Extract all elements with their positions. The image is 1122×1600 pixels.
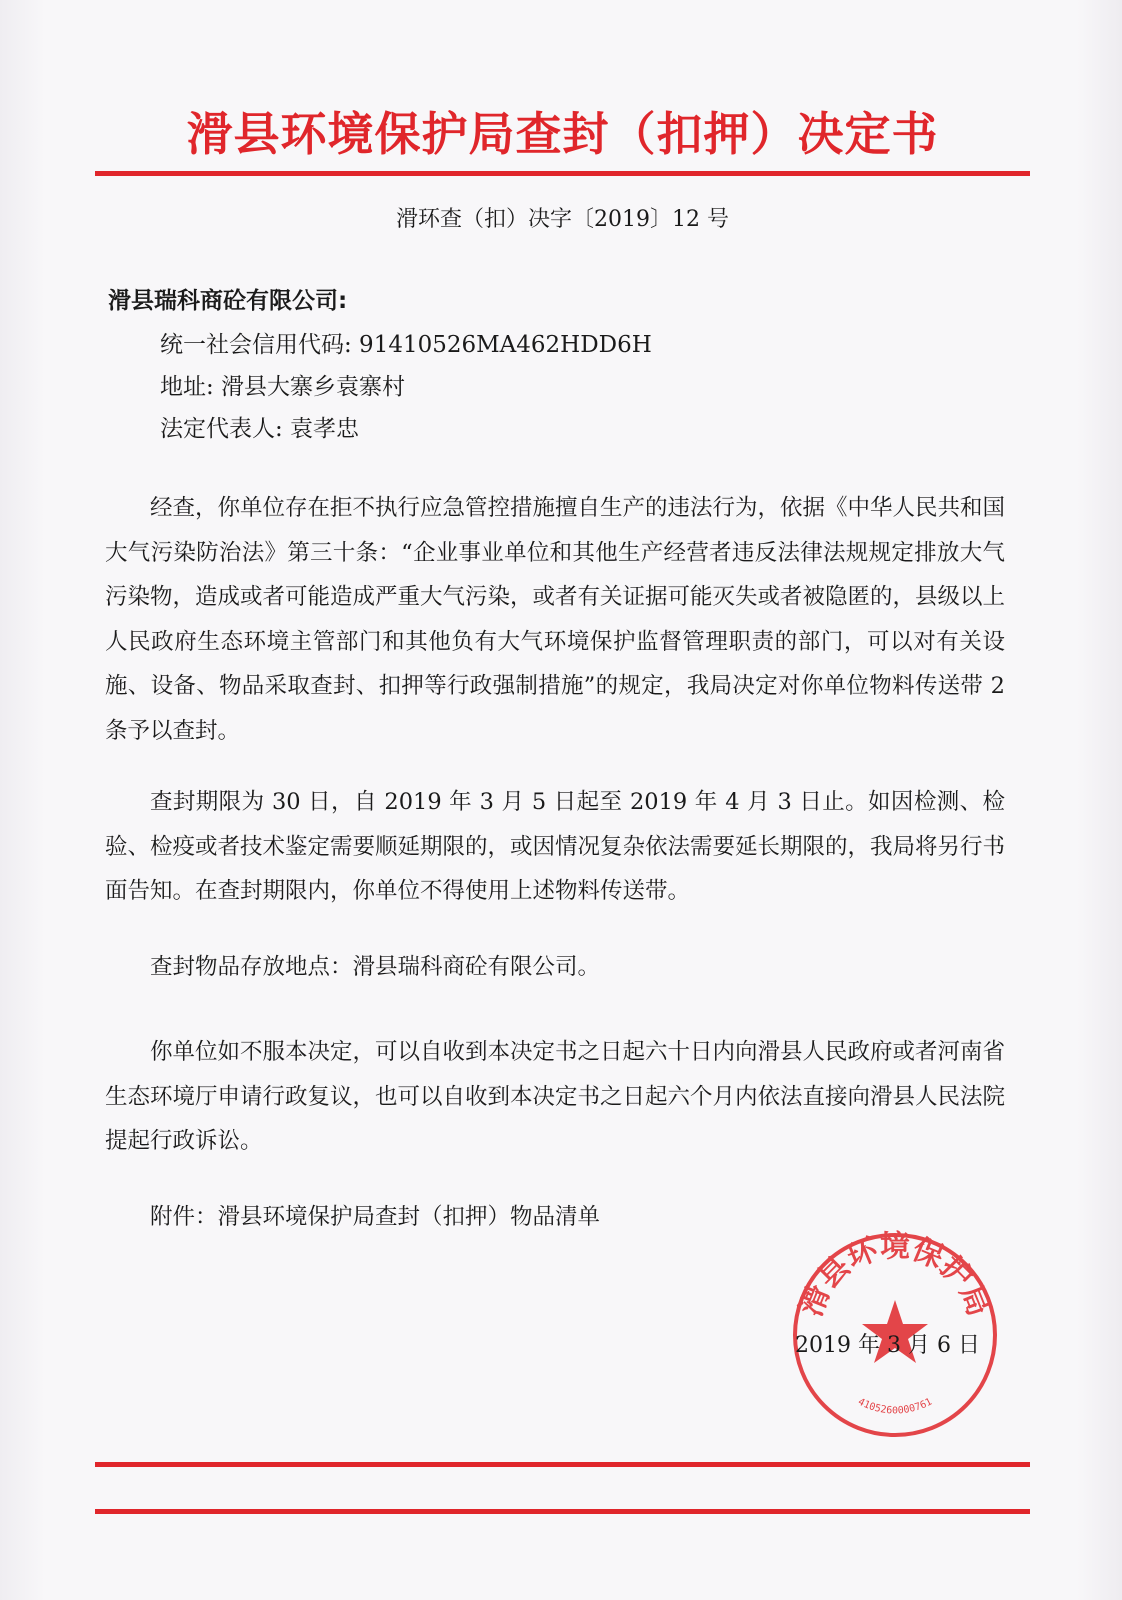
svg-text:4105260000761 [856, 1397, 934, 1417]
legal-representative: 法定代表人: 袁孝忠 [160, 416, 360, 442]
credit-code: 统一社会信用代码: 91410526MA462HDD6H [160, 332, 652, 358]
body-paragraph-appeal: 你单位如不服本决定，可以自收到本决定书之日起六十日内向滑县人民政府或者河南省生态环境厅申请行政复议，也可以自收到本决定书之日起六个月内依法直接向滑县人民法院提起行政诉讼。 [105, 1039, 1006, 1154]
footer-red-rule-bottom [95, 1509, 1030, 1514]
document-title: 滑县环境保护局查封（扣押）决定书 [186, 107, 939, 161]
header-red-rule [95, 171, 1030, 176]
attachment-line: 附件：滑县环境保护局查封（扣押）物品清单 [150, 1204, 601, 1230]
body-paragraph-storage: 查封物品存放地点：滑县瑞科商砼有限公司。 [150, 954, 601, 980]
footer-red-rule-top [95, 1462, 1030, 1467]
document-number: 滑环查（扣）决字〔2019〕12 号 [396, 207, 729, 232]
seal-text: 滑县环境保护局 [793, 1230, 997, 1322]
body-paragraph-violation: 经查，你单位存在拒不执行应急管控措施擅自生产的违法行为，依据《中华人民共和国大气污染防治法》第三十条：“企业事业单位和其他生产经营者违反法律法规规定排放大气污染物，造成或者可能造成严重大气污染，或者有关证据可能灭失或者被隐匿的，县级以上人民政府生态环境主管部门和其他负有大气环境保护监督管理职责的部门，可以对有关设施、设备、物品采取查封、扣押等行政强制措施”的规定，我局决定对你单位物料传送带 2 条予以查封。 [105, 495, 1006, 744]
address: 地址: 滑县大寨乡袁寨村 [160, 374, 406, 400]
recipient-name: 滑县瑞科商砼有限公司: [108, 288, 348, 314]
body-paragraph-period: 查封期限为 30 日，自 2019 年 3 月 5 日起至 2019 年 4 月 3 日止。如因检测、检验、检疫或者技术鉴定需要顺延期限的，或因情况复杂依法需要延长期限的，我局将另行书面告知。在查封期限内，你单位不得使用上述物料传送带。 [105, 789, 1006, 904]
issue-date: 2019 年 3 月 6 日 [795, 1333, 980, 1358]
seal-number: 4105260000761 [856, 1396, 934, 1417]
